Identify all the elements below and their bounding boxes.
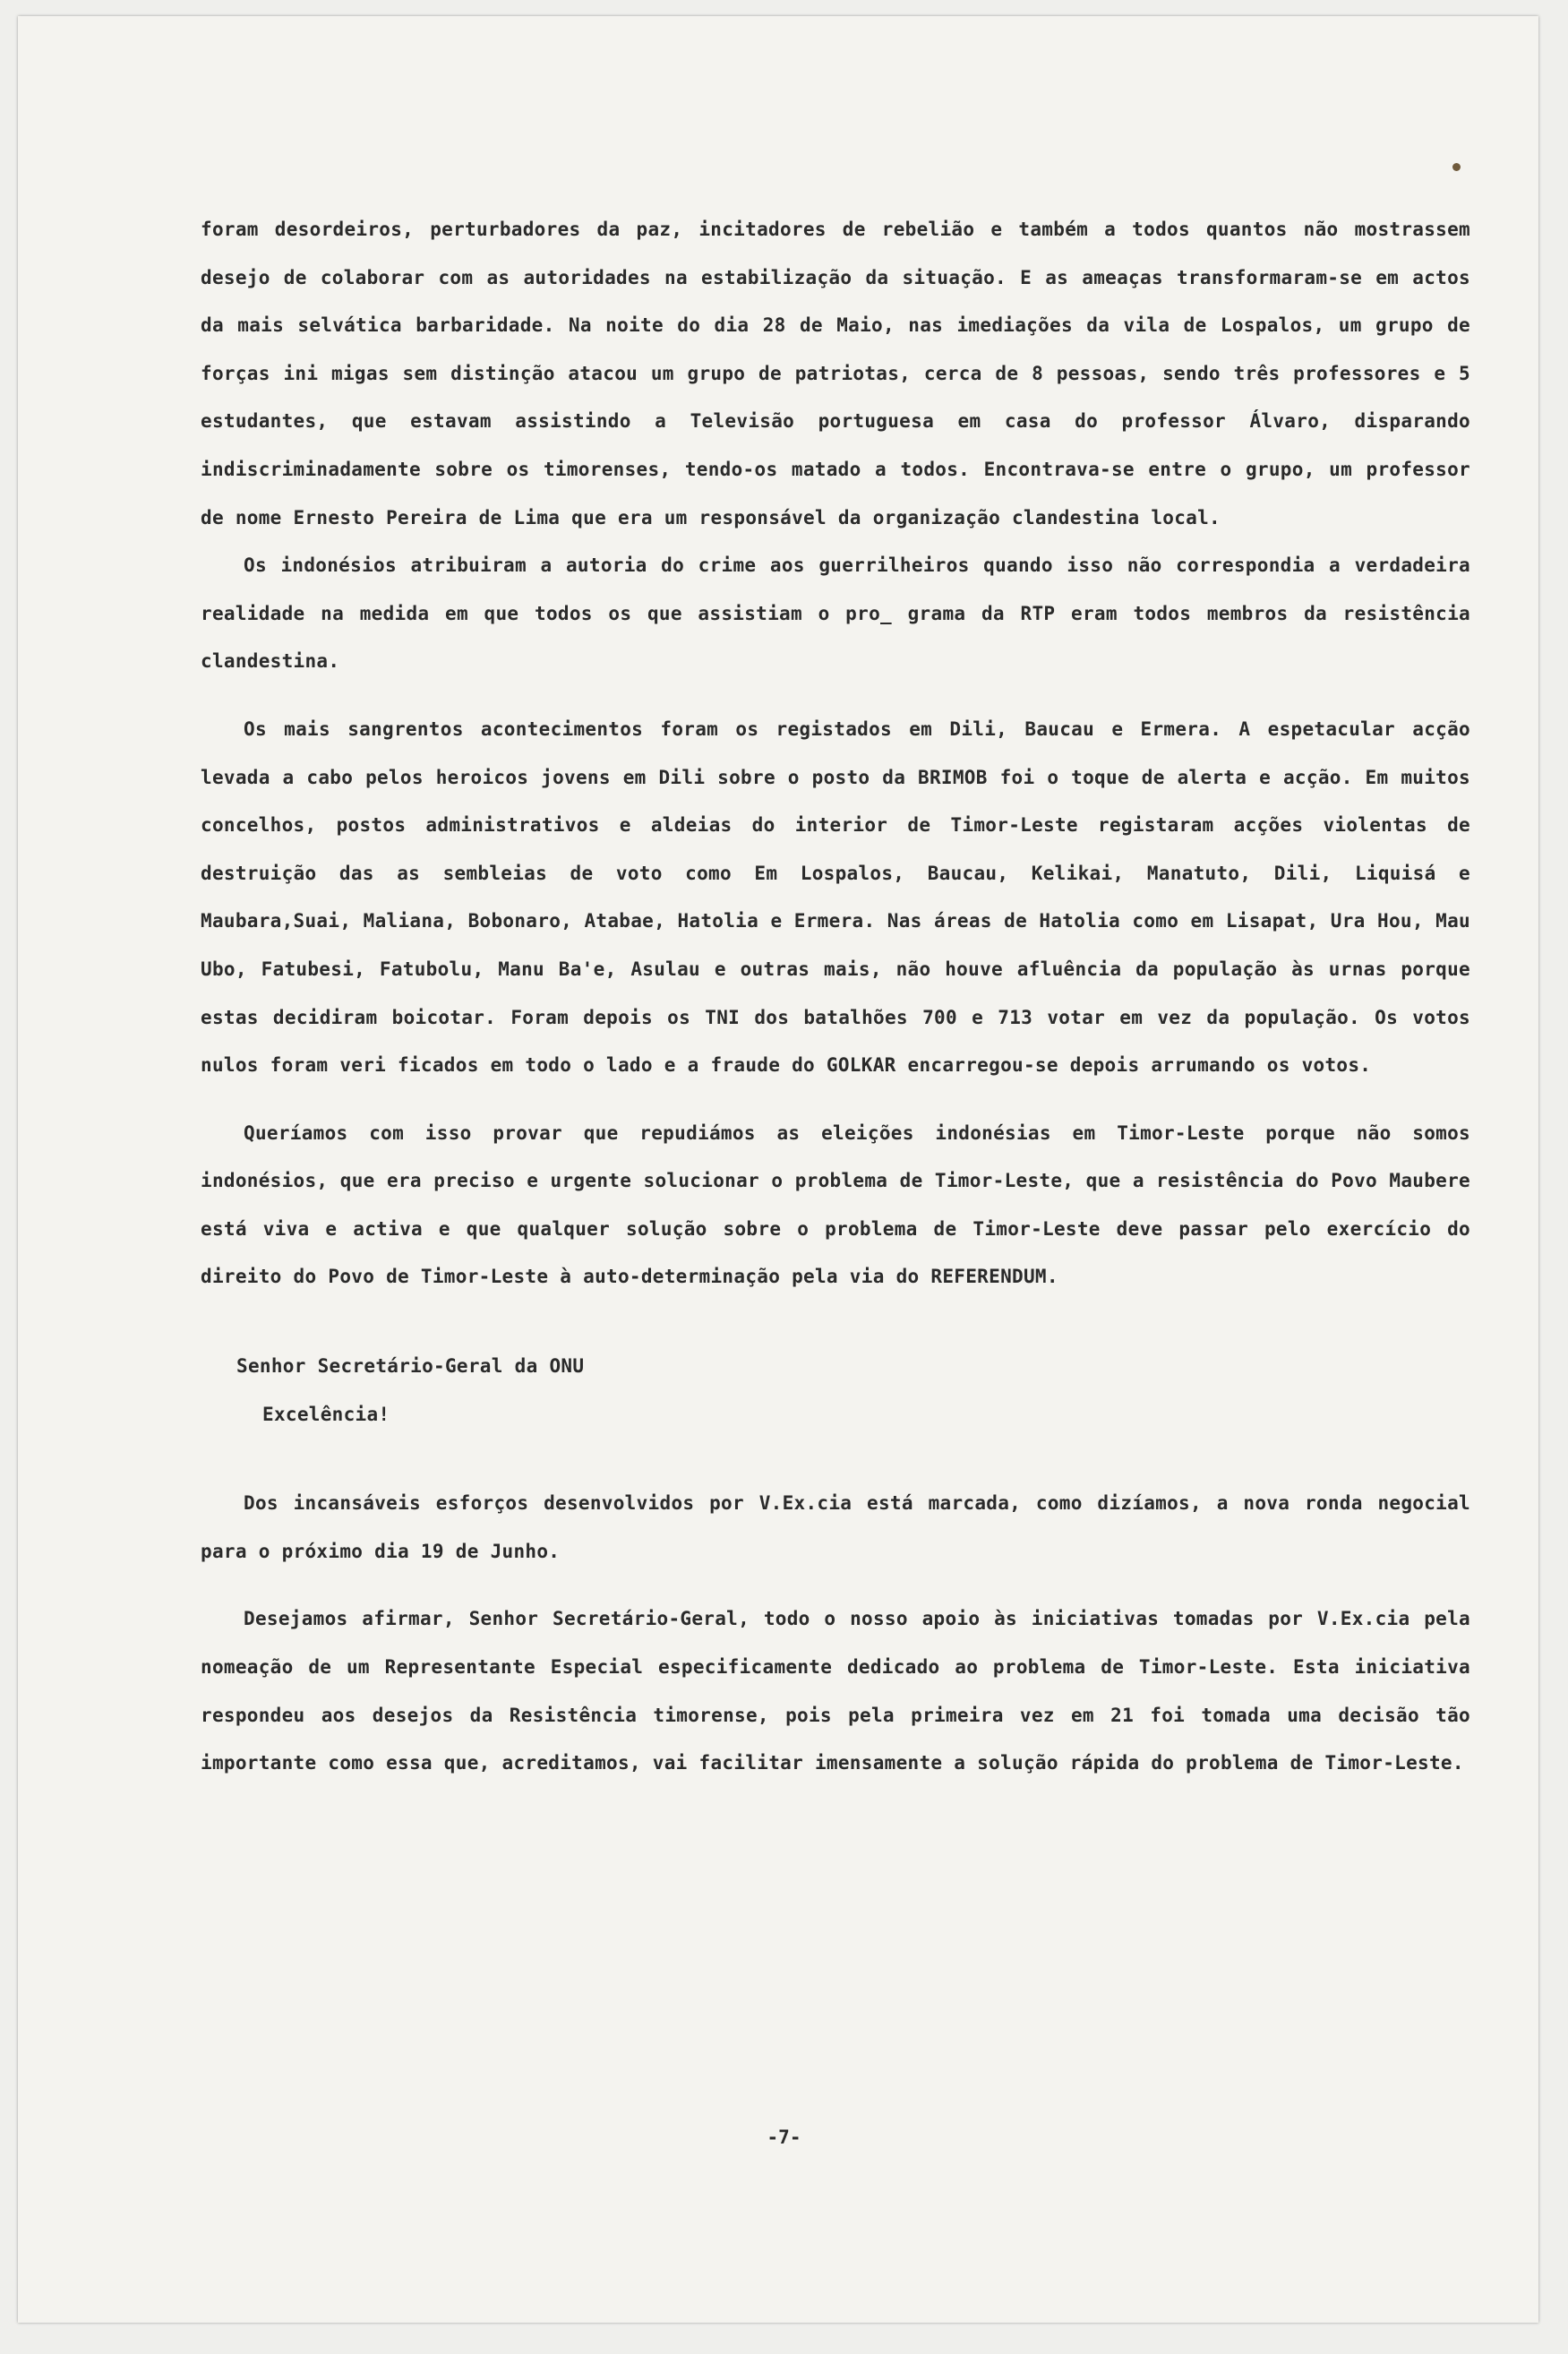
salutation-recipient: Senhor Secretário-Geral da ONU: [236, 1355, 585, 1378]
spacer: [201, 1090, 1470, 1110]
spacer: [201, 686, 1470, 706]
spacer: [201, 1302, 1470, 1343]
paragraph-3: Os mais sangrentos acontecimentos foram os registados em Dili, Baucau e Ermera. A espetacular acção levada a cabo pelos heroicos jovens em Dili sobre o posto da BRIMOB foi o toque de alerta e acção. Em muitos concelhos, postos administrativos e aldeias do interior de Timor-Leste registaram acções violentas de destruição das as sembleias de voto como Em Lospalos, Baucau, Kelikai, Manatuto, Dili, Liquisá e Maubara,Suai, Maliana, Bobonaro, Atabae, Hatolia e Ermera. Nas áreas de Hatolia como em Lisapat, Ura Hou, Mau Ubo, Fatubesi, Fatubolu, Manu Ba'e, Asulau e outras mais, não houve afluência da população às urnas porque estas decidiram boicotar. Foram depois os TNI dos batalhões 700 e 713 votar em vez da população. Os votos nulos foram veri ficados em todo o lado e a fraude do GOLKAR encarregou-se depois arrumando os votos.: [201, 717, 1470, 1077]
spacer: [201, 1439, 1470, 1480]
paragraph-4: Queríamos com isso provar que repudiámos as eleições indonésias em Timor-Leste porque não somos indonésios, que era preciso e urgente solucionar o problema de Timor-Leste, que a resistência do Povo Maubere está viva e activa e que qualquer solução sobre o problema de Timor-Leste deve passar pelo exercício do direito do Povo de Timor-Leste à auto-determinação pela via do REFERENDUM.: [201, 1121, 1470, 1288]
paragraph-5: Dos incansáveis esforços desenvolvidos por V.Ex.cia está marcada, como dizíamos, a nova ronda negocial para o próximo dia 19 de Junho.: [201, 1492, 1470, 1562]
page-number: -7-: [767, 2126, 801, 2148]
document-body: [201, 206, 1470, 1788]
ink-spot: [1452, 163, 1461, 171]
salutation-greeting: Excelência!: [262, 1403, 390, 1425]
paragraph-1: foram desordeiros, perturbadores da paz, incitadores de rebelião e também a todos quantos não mostrassem desejo de colaborar com as autoridades na estabilização da situação. E as ameaças transformaram-se em actos da mais selvática barbaridade. Na noite do dia 28 de Maio, nas imediações da vila de Lospalos, um grupo de forças ini migas sem distinção atacou um grupo de patriotas, cerca de 8 pessoas, sendo três professores e 5 estudantes, que estavam assistindo a Televisão portuguesa em casa do professor Álvaro, disparando indiscriminadamente sobre os timorenses, tendo-os matado a todos. Encontrava-se entre o grupo, um professor de nome Ernesto Pereira de Lima que era um responsável da organização clandestina local.: [201, 219, 1470, 528]
paragraph-2: Os indonésios atribuiram a autoria do crime aos guerrilheiros quando isso não correspondia a verdadeira realidade na medida em que todos os que assistiam o pro_ grama da RTP eram todos membros da resistência clandestina.: [201, 554, 1470, 673]
spacer: [201, 1576, 1470, 1595]
paragraph-6: Desejamos afirmar, Senhor Secretário-Geral, todo o nosso apoio às iniciativas tomadas por V.Ex.cia pela nomeação de um Representante Especial especificamente dedicado ao problema de Timor-Leste. Esta iniciativa respondeu aos desejos da Resistência timorense, pois pela primeira vez em 21 foi tomada uma decisão tão importante como essa que, acreditamos, vai facilitar imensamente a solução rápida do problema de Timor-Leste.: [201, 1608, 1470, 1774]
